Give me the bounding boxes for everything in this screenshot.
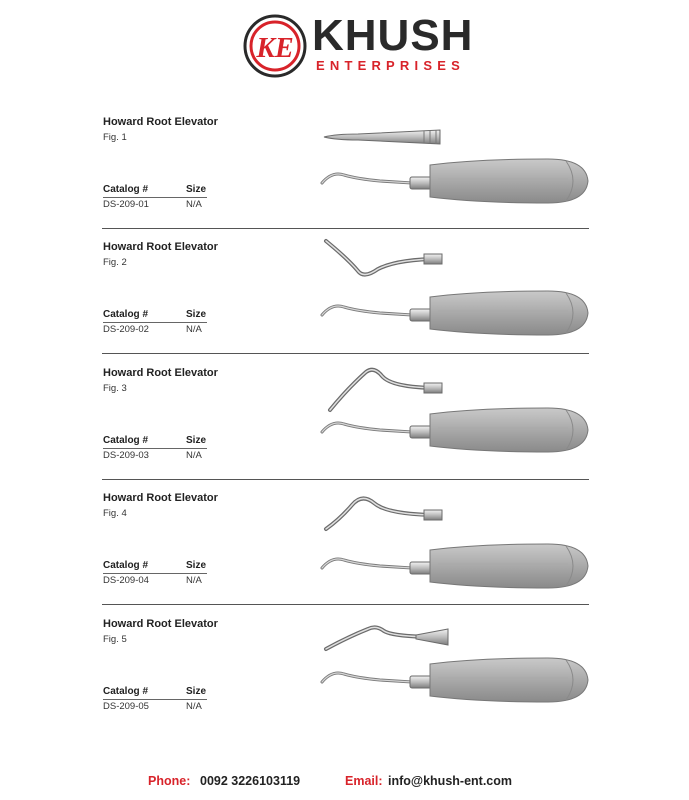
instrument-image <box>318 538 593 594</box>
section-divider <box>102 353 589 354</box>
logo-badge-icon <box>243 14 307 78</box>
product-title: Howard Root Elevator <box>103 367 218 379</box>
phone-label: Phone: <box>148 774 191 788</box>
size-label: Size <box>186 560 207 571</box>
label-underline <box>103 322 207 323</box>
product-title: Howard Root Elevator <box>103 492 218 504</box>
product-title: Howard Root Elevator <box>103 241 218 253</box>
email-address[interactable]: info@khush-ent.com <box>388 774 512 788</box>
instrument-tip-image <box>318 237 452 287</box>
catalog-number: DS-209-04 <box>103 575 149 586</box>
size-value: N/A <box>186 199 202 210</box>
size-label: Size <box>186 435 207 446</box>
section-divider <box>102 479 589 480</box>
label-underline <box>103 573 207 574</box>
catalog-number: DS-209-03 <box>103 450 149 461</box>
section-divider <box>102 228 589 229</box>
label-underline <box>103 448 207 449</box>
catalog-number: DS-209-01 <box>103 199 149 210</box>
product-fig: Fig. 5 <box>103 634 127 645</box>
size-value: N/A <box>186 324 202 335</box>
catalog-label: Catalog # <box>103 560 149 571</box>
catalog-number: DS-209-05 <box>103 701 149 712</box>
product-fig: Fig. 4 <box>103 508 127 519</box>
logo-letters: KE <box>256 33 294 64</box>
product-title: Howard Root Elevator <box>103 618 218 630</box>
product-fig: Fig. 2 <box>103 257 127 268</box>
brand-subtitle: ENTERPRISES <box>316 58 465 73</box>
catalog-label: Catalog # <box>103 309 149 320</box>
catalog-number: DS-209-02 <box>103 324 149 335</box>
header <box>0 0 689 100</box>
catalog-label: Catalog # <box>103 184 149 195</box>
instrument-image <box>318 402 593 458</box>
footer <box>0 774 689 794</box>
phone-number[interactable]: 0092 3226103119 <box>200 774 301 788</box>
label-underline <box>103 197 207 198</box>
section-divider <box>102 604 589 605</box>
email-label: Email: <box>345 774 383 788</box>
catalog-label: Catalog # <box>103 686 149 697</box>
size-label: Size <box>186 184 207 195</box>
instrument-image <box>318 285 593 341</box>
brand-name: KHUSH <box>312 11 474 60</box>
catalog-label: Catalog # <box>103 435 149 446</box>
size-value: N/A <box>186 701 202 712</box>
instrument-image <box>318 652 593 708</box>
label-underline <box>103 699 207 700</box>
instrument-image <box>318 153 593 209</box>
product-fig: Fig. 3 <box>103 383 127 394</box>
product-fig: Fig. 1 <box>103 132 127 143</box>
product-title: Howard Root Elevator <box>103 116 218 128</box>
size-label: Size <box>186 309 207 320</box>
size-value: N/A <box>186 450 202 461</box>
size-value: N/A <box>186 575 202 586</box>
instrument-tip-image <box>318 489 452 539</box>
size-label: Size <box>186 686 207 697</box>
